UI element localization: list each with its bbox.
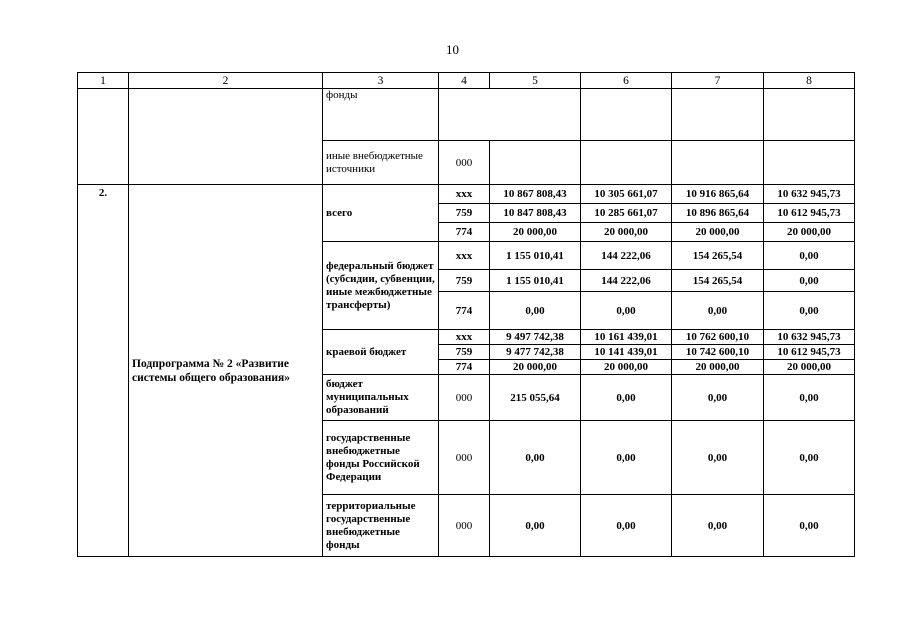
code-cell: 774 (439, 292, 490, 330)
value-cell: 20 000,00 (490, 360, 581, 375)
value-cell: 144 222,06 (581, 270, 672, 292)
header-cell: 3 (323, 73, 439, 89)
header-row (78, 73, 855, 89)
value-cell: 0,00 (672, 421, 764, 495)
code-cell: 774 (439, 360, 490, 375)
value-cell: 144 222,06 (581, 242, 672, 270)
source-label: краевой бюджет (323, 330, 439, 375)
value-cell: 10 612 945,73 (764, 345, 855, 360)
value-cell: 215 055,64 (490, 375, 581, 421)
code-cell: 759 (439, 345, 490, 360)
header-cell: 5 (490, 73, 581, 89)
table-row (78, 185, 855, 204)
row-number: 2. (78, 185, 129, 557)
value-cell: 20 000,00 (581, 223, 672, 242)
value-cell: 0,00 (764, 292, 855, 330)
header-cell: 7 (672, 73, 764, 89)
value-cell: 0,00 (764, 421, 855, 495)
value-cell: 0,00 (764, 242, 855, 270)
value-cell: 0,00 (490, 495, 581, 557)
value-cell: 0,00 (581, 375, 672, 421)
code-cell: 000 (439, 421, 490, 495)
value-cell: 0,00 (764, 375, 855, 421)
value-cell: 10 742 600,10 (672, 345, 764, 360)
code-cell: 000 (439, 141, 490, 185)
value-cell: 0,00 (490, 292, 581, 330)
value-cell: 20 000,00 (764, 223, 855, 242)
header-cell: 1 (78, 73, 129, 89)
value-cell: 10 916 865,64 (672, 185, 764, 204)
value-cell: 10 896 865,64 (672, 204, 764, 223)
value-cell: 9 497 742,38 (490, 330, 581, 345)
value-cell: 20 000,00 (672, 223, 764, 242)
value-cell: 0,00 (764, 495, 855, 557)
value-cell: 10 305 661,07 (581, 185, 672, 204)
code-cell: ххх (439, 242, 490, 270)
source-label: бюджет муниципальных образований (323, 375, 439, 421)
code-cell: 774 (439, 223, 490, 242)
value-cell: 0,00 (672, 292, 764, 330)
value-cell: 10 867 808,43 (490, 185, 581, 204)
code-cell: 000 (439, 495, 490, 557)
value-cell: 20 000,00 (672, 360, 764, 375)
value-cell: 10 141 439,01 (581, 345, 672, 360)
value-cell: 20 000,00 (764, 360, 855, 375)
header-cell: 4 (439, 73, 490, 89)
header-cell: 8 (764, 73, 855, 89)
value-cell: 0,00 (581, 495, 672, 557)
value-cell: 1 155 010,41 (490, 270, 581, 292)
value-cell: 0,00 (672, 495, 764, 557)
value-cell: 1 155 010,41 (490, 242, 581, 270)
value-cell: 20 000,00 (490, 223, 581, 242)
value-cell: 10 161 439,01 (581, 330, 672, 345)
code-cell: 759 (439, 204, 490, 223)
value-cell: 10 285 661,07 (581, 204, 672, 223)
code-cell: ххх (439, 330, 490, 345)
source-label: территориальные государственные внебюджетные фонды (323, 495, 439, 557)
value-cell: 10 847 808,43 (490, 204, 581, 223)
value-cell: 0,00 (581, 421, 672, 495)
value-cell: 10 632 945,73 (764, 185, 855, 204)
code-cell: ххх (439, 185, 490, 204)
header-cell: 6 (581, 73, 672, 89)
source-label: иные внебюджетные источники (323, 141, 439, 185)
page-number: 10 (446, 42, 459, 57)
source-label: всего (323, 185, 439, 242)
header-cell: 2 (129, 73, 323, 89)
source-label: федеральный бюджет (субсидии, субвенции, иные межбюджетные трансферты) (323, 242, 439, 330)
value-cell: 0,00 (581, 292, 672, 330)
budget-table (77, 72, 855, 557)
code-cell: 000 (439, 375, 490, 421)
source-label: фонды (323, 89, 439, 141)
code-cell: 759 (439, 270, 490, 292)
value-cell: 9 477 742,38 (490, 345, 581, 360)
table-row (78, 89, 855, 141)
source-label: государственные внебюджетные фонды Российской Федерации (323, 421, 439, 495)
value-cell: 10 762 600,10 (672, 330, 764, 345)
value-cell: 0,00 (490, 421, 581, 495)
value-cell: 10 612 945,73 (764, 204, 855, 223)
value-cell: 0,00 (672, 375, 764, 421)
value-cell: 154 265,54 (672, 270, 764, 292)
value-cell: 154 265,54 (672, 242, 764, 270)
program-name: Подпрограмма № 2 «Развитие системы общего образования» (129, 185, 323, 557)
value-cell: 10 632 945,73 (764, 330, 855, 345)
value-cell: 0,00 (764, 270, 855, 292)
value-cell: 20 000,00 (581, 360, 672, 375)
